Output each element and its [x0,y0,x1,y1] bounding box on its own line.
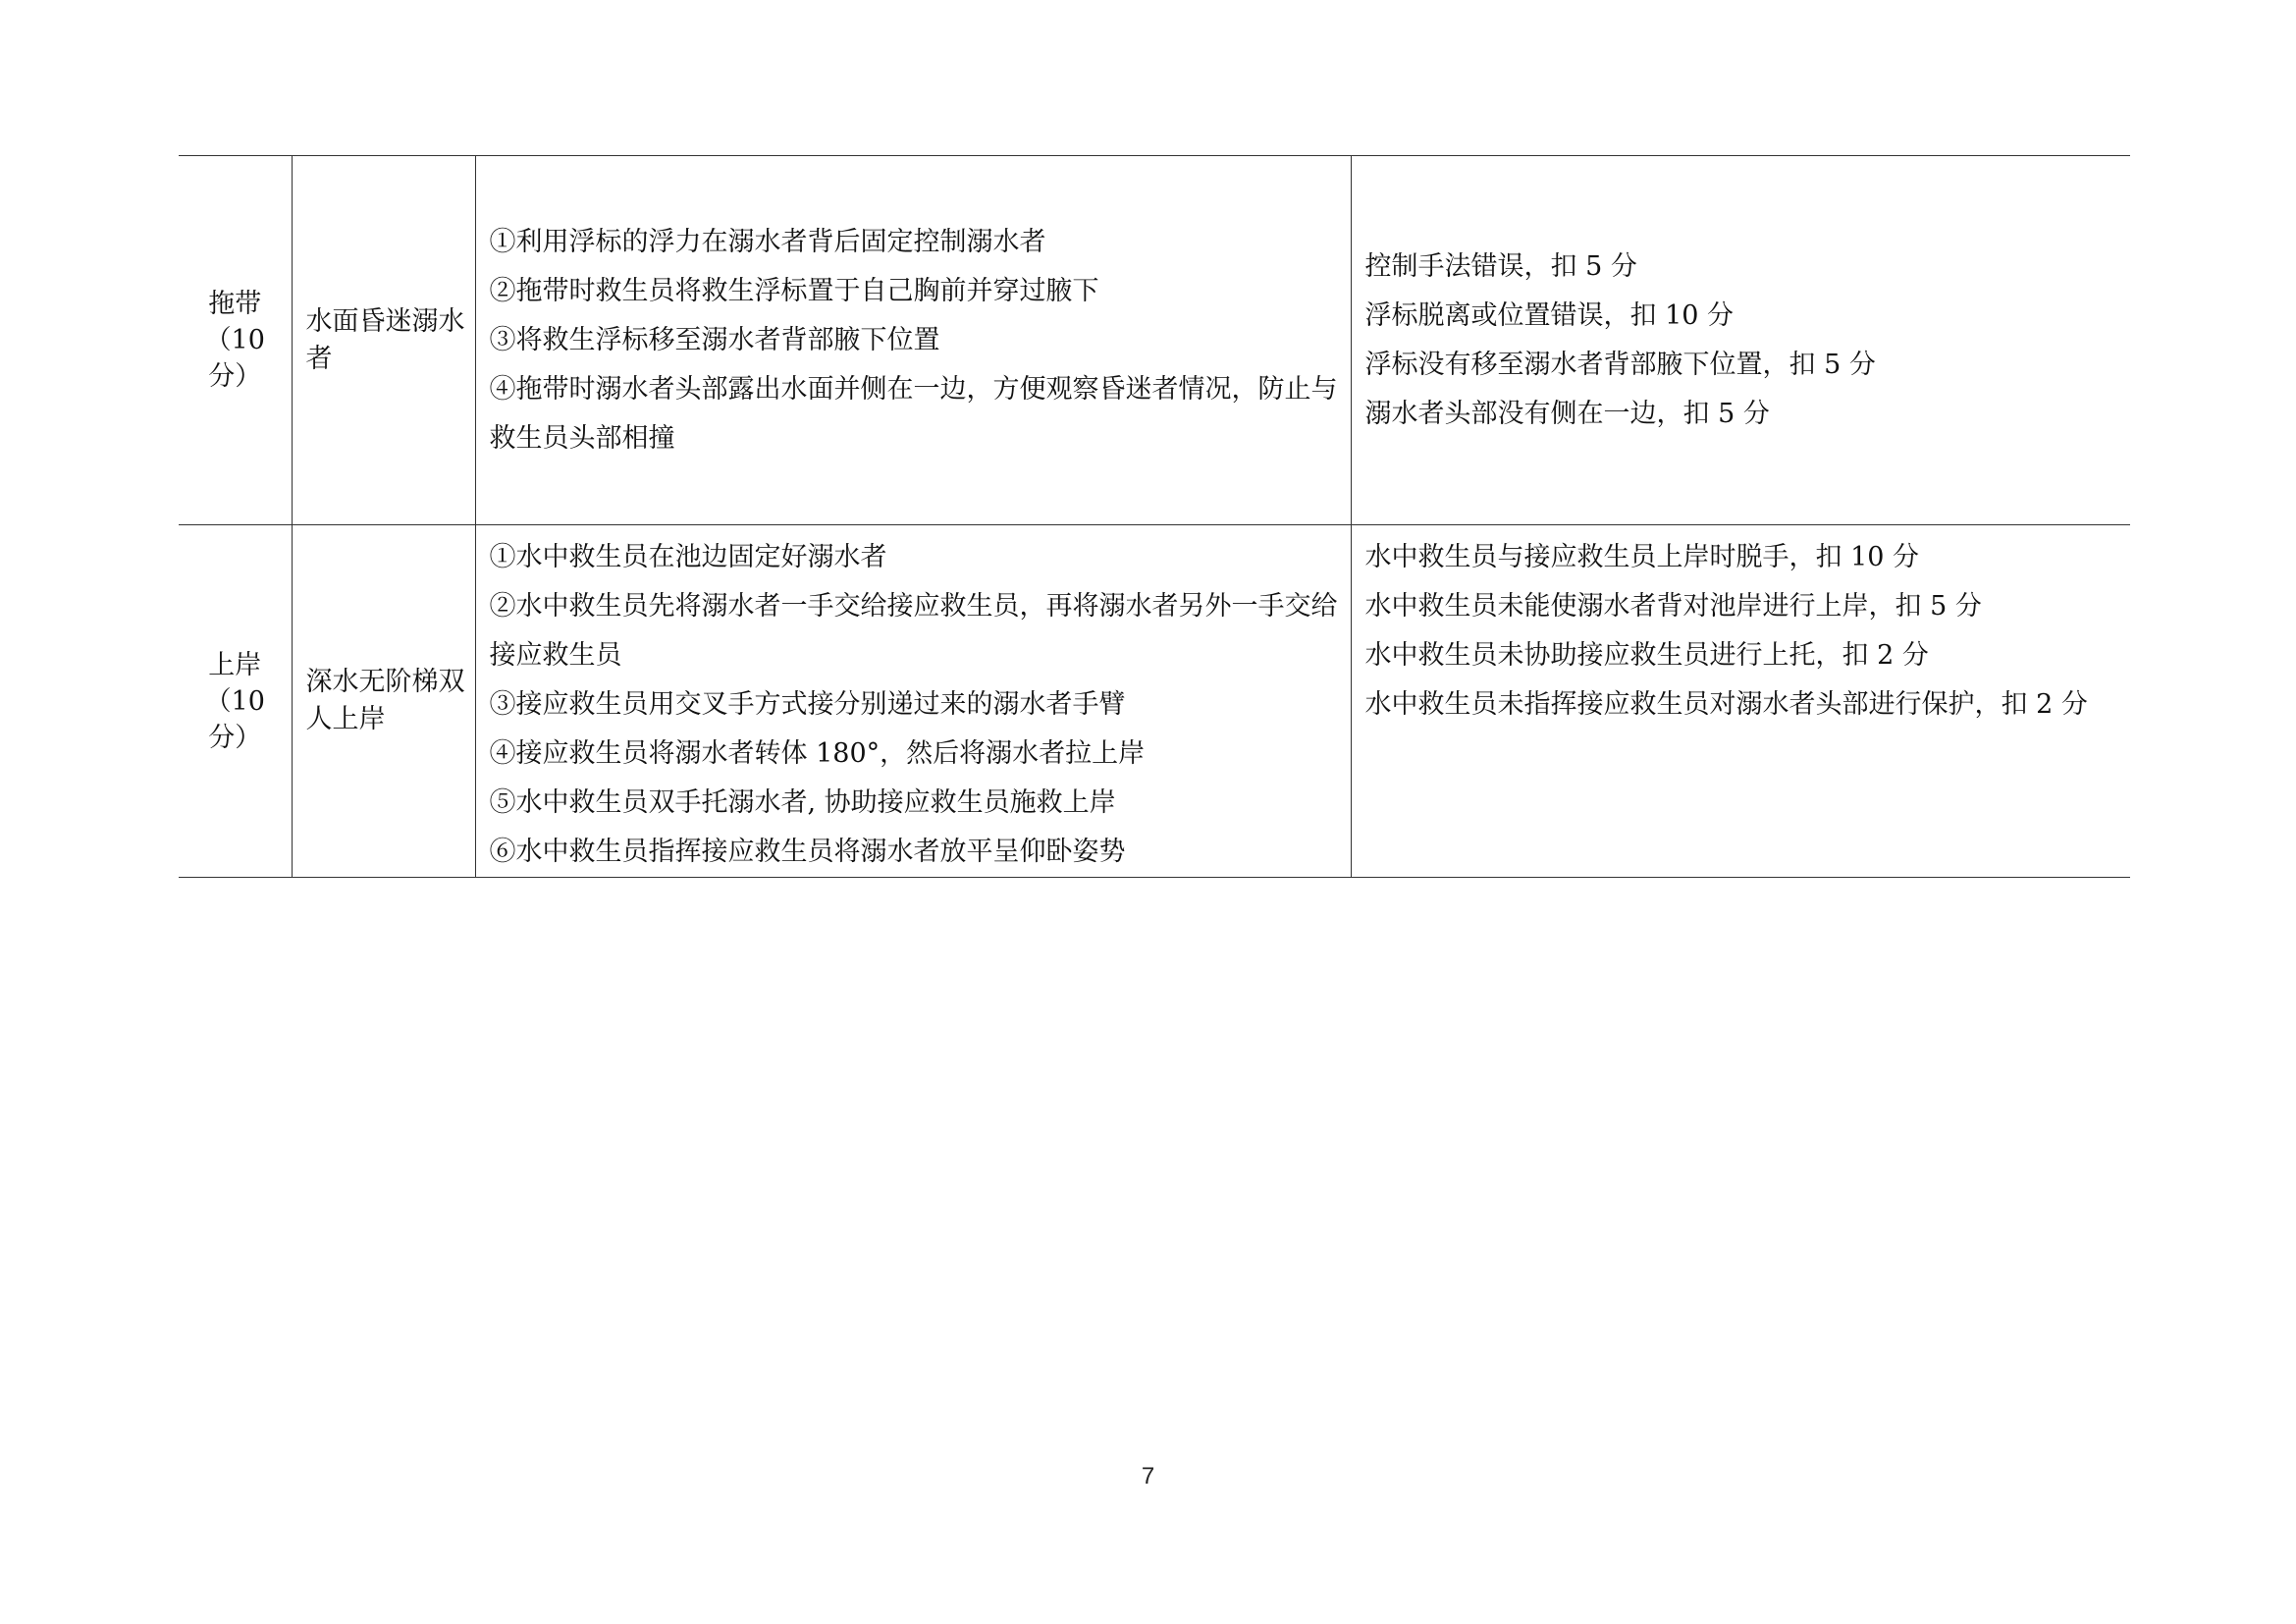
requirement-line: ③将救生浮标移至溺水者背部腋下位置 [489,324,940,355]
deductions-cell [1351,156,2130,525]
requirements-cell [475,156,1351,525]
category-line: 上岸 [208,649,262,680]
requirement-line: ③接应救生员用交叉手方式接分别递过来的溺水者手臂 [489,689,1126,720]
requirement-line: ②水中救生员先将溺水者一手交给接应救生员，再将溺水者另外一手交给接应救生员 [489,591,1338,671]
category-line: 分） [208,361,262,392]
requirement-line: ④接应救生员将溺水者转体 180°，然后将溺水者拉上岸 [489,738,1146,769]
requirements-cell [475,525,1351,878]
item-cell [292,156,475,525]
deduction-line: 控制手法错误，扣 5 分 [1364,250,1637,282]
requirement-line: ②拖带时救生员将救生浮标置于自己胸前并穿过腋下 [489,275,1099,306]
category-line: （10 [204,325,265,355]
deduction-line: 水中救生员未协助接应救生员进行上托，扣 2 分 [1364,640,1929,671]
page-number: 7 [1141,1463,1155,1489]
deductions-cell [1351,525,2130,878]
deduction-line: 水中救生员未能使溺水者背对池岸进行上岸，扣 5 分 [1364,591,1982,622]
item-label: 水面昏迷溺水者 [305,305,465,374]
requirement-line: ④拖带时溺水者头部露出水面并侧在一边，方便观察昏迷者情况，防止与救生员头部相撞 [489,373,1338,454]
assessment-table [179,155,2130,878]
item-cell [292,525,475,878]
deduction-line: 浮标没有移至溺水者背部腋下位置，扣 5 分 [1364,349,1876,380]
table-row [179,156,2130,525]
category-line: 拖带 [208,289,262,319]
category-cell [179,156,292,525]
deduction-line: 水中救生员与接应救生员上岸时脱手，扣 10 分 [1364,542,1920,572]
requirement-line: ⑥水中救生员指挥接应救生员将溺水者放平呈仰卧姿势 [489,837,1126,867]
deduction-line: 水中救生员未指挥接应救生员对溺水者头部进行保护，扣 2 分 [1364,689,2088,720]
category-line: （10 [204,685,265,717]
table-row [179,525,2130,878]
requirement-line: ①利用浮标的浮力在溺水者背后固定控制溺水者 [489,226,1046,257]
category-line: 分） [208,722,262,753]
deduction-line: 溺水者头部没有侧在一边，扣 5 分 [1364,398,1770,429]
deduction-line: 浮标脱离或位置错误，扣 10 分 [1364,299,1735,331]
category-cell [179,525,292,878]
requirement-line: ⑤水中救生员双手托溺水者, 协助接应救生员施救上岸 [489,787,1116,818]
requirement-line: ①水中救生员在池边固定好溺水者 [489,542,887,572]
item-label: 深水无阶梯双人上岸 [305,667,465,734]
